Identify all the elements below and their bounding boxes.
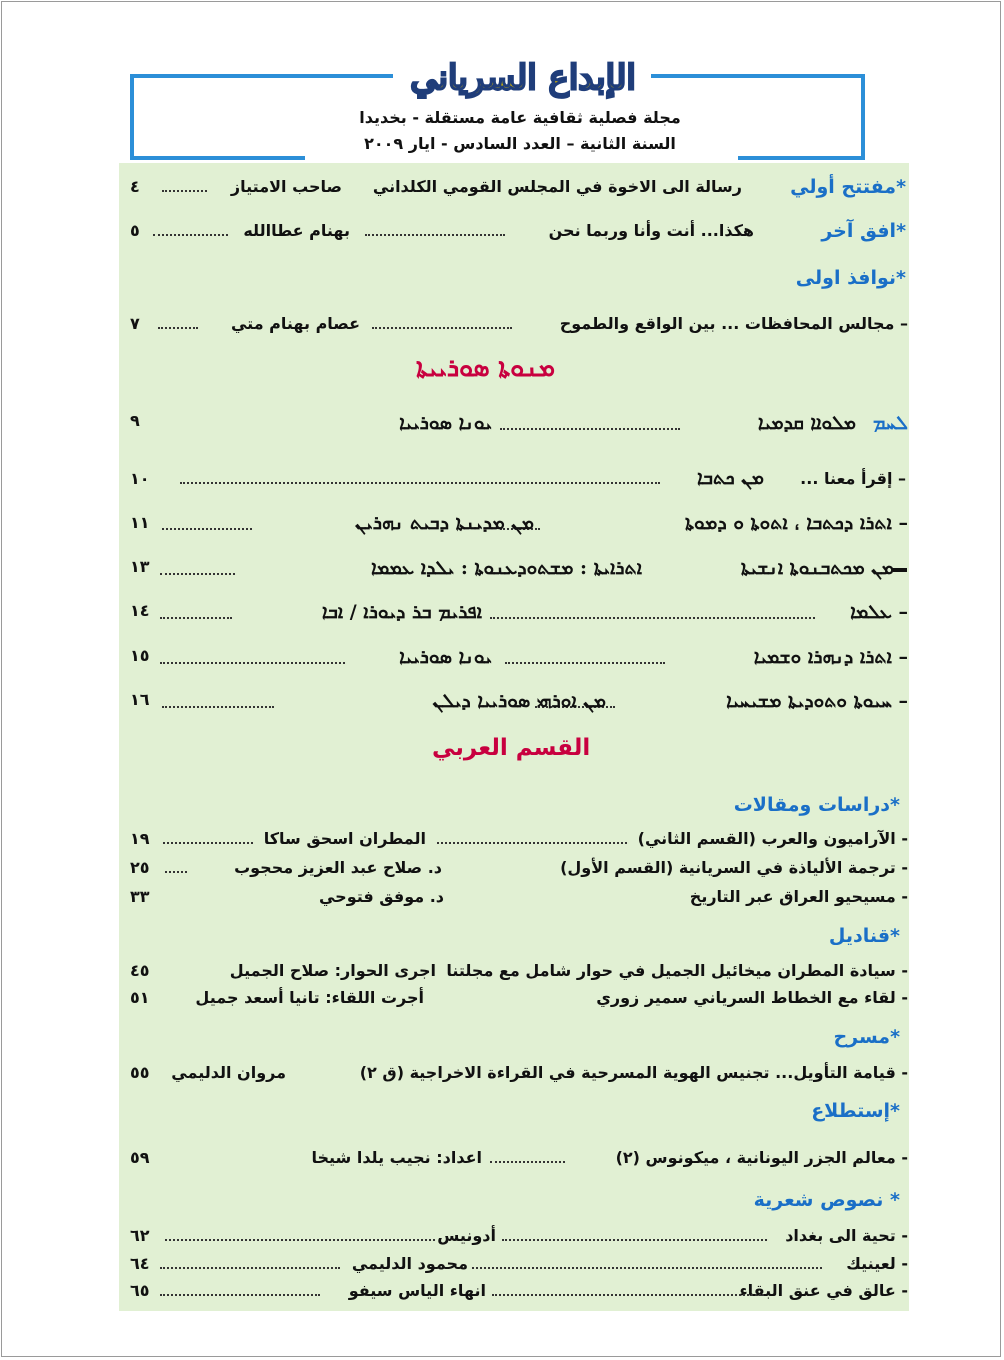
section-heading: *قناديل: [828, 925, 900, 947]
toc-page-number: ٦٢: [130, 1226, 150, 1245]
toc-title: - لعينيك: [846, 1254, 908, 1273]
toc-page-number: ١٣: [130, 557, 150, 576]
toc-author: بهنام عطاالله: [243, 221, 350, 240]
toc-title: - مسيحيو العراق عبر التاريخ: [689, 887, 908, 906]
toc-title: – ܚܝܘܬܐ ܘܬܘܕܝܬܐ ܡܫܝܚܝܐ: [726, 690, 908, 712]
toc-title: هكذا... أنت وأنا وربما نحن: [548, 221, 754, 240]
issue-line: السنة الثانية – العدد السادس - ايار ٢٠٠٩: [364, 134, 676, 153]
dot-leader: [160, 1267, 340, 1269]
magazine-logo: الإبداع السرياني: [410, 58, 636, 98]
toc-page-number: ٦٥: [130, 1281, 150, 1300]
toc-page-number: ٥١: [130, 988, 150, 1007]
toc-author: المطران اسحق ساكا: [263, 829, 426, 848]
dot-leader: [162, 528, 252, 530]
masthead-box-edge: [738, 156, 865, 160]
toc-author: د. صلاح عبد العزيز محجوب: [234, 858, 442, 877]
toc-title: - تحية الى بغداد: [785, 1226, 908, 1245]
toc-title: - الآراميون والعرب (القسم الثاني): [637, 829, 908, 848]
magazine-subtitle: مجلة فصلية ثقافية عامة مستقلة - بخديدا: [359, 108, 681, 127]
toc-page-number: ٦٤: [130, 1254, 150, 1273]
dot-leader: [500, 428, 680, 430]
section-heading: *دراسات ومقالات: [733, 794, 900, 816]
toc-page-number: ١١: [130, 513, 150, 532]
section-heading: *نوافذ اولى: [795, 267, 906, 289]
toc-title: ܡܢ ܡܟܬܒܢܘܬܐ ܐܢܫܝܬܐ: [740, 557, 894, 579]
dot-leader: [502, 1239, 767, 1241]
dot-leader: [160, 662, 345, 664]
toc-author: عصام بهنام متي: [230, 314, 360, 333]
syriac-section-heading: ܡܢܘܬܐ ܣܘܪܝܝܬܐ: [416, 353, 556, 382]
toc-title: – مجالس المحافظات ... بين الواقع والطموح: [559, 314, 908, 333]
dot-leader: [437, 842, 627, 844]
toc-title: – ܥܠܡܐ: [850, 601, 908, 623]
toc-page-number: ٢٥: [130, 858, 150, 877]
toc-author: مروان الدليمي: [171, 1063, 286, 1082]
toc-page-number: ٩: [130, 411, 140, 430]
section-heading: * نصوص شعرية: [753, 1189, 900, 1211]
dot-leader: [472, 1267, 822, 1269]
section-heading: *افق آخر: [821, 220, 906, 242]
toc-page-number: ٧: [130, 314, 140, 333]
toc-title: - ترجمة الألياذة في السريانية (القسم الأول): [560, 858, 908, 877]
toc-page-number: ٣٣: [130, 887, 150, 906]
dot-leader: [372, 327, 512, 329]
dot-leader: [490, 617, 815, 619]
toc-author: ܝܘܢܐ ܣܘܪܝܝܐ: [399, 646, 492, 668]
toc-title: ܡܠܘܐܐ ܩܕܡܝܐ: [757, 412, 856, 434]
toc-title: - معالم الجزر اليونانية ، ميكونوس (٢): [615, 1148, 908, 1167]
toc-page-number: ١٥: [130, 646, 150, 665]
toc-page-number: ١٩: [130, 829, 150, 848]
toc-page-number: ١٦: [130, 690, 150, 709]
toc-title: - عالق في عنق البقاء: [739, 1281, 908, 1300]
section-heading: *مفتتح أولي: [790, 176, 906, 198]
toc-title: - قيامة التأويل... تجنيس الهوية المسرحية في القراءة الاخراجية (ق ٢): [359, 1063, 908, 1082]
toc-title-syriac: ܐܬܪܐܝܬܐ : ܡܫܬܘܕܥܢܘܬܐ : ܝܠܕܐ ܥܡܡܐ: [371, 557, 642, 579]
dot-leader: [160, 1294, 320, 1296]
toc-page-number: ٥٥: [130, 1063, 150, 1082]
toc-author: أجرت اللقاء: تانيا أسعد جميل: [195, 988, 424, 1007]
toc-title: – ܐܬܪܐ ܕܢܗܪܐ ܘܫܡܝܐ: [753, 646, 908, 668]
dot-leader: [365, 234, 505, 236]
toc-author: د. موفق فتوحي: [318, 887, 444, 906]
toc-page-number: ٤: [130, 177, 140, 196]
arabic-section-heading: القسم العربي: [432, 735, 591, 761]
section-heading: ܠܚܡ: [873, 412, 908, 434]
toc-page-number: ١٠: [130, 469, 150, 488]
dot-leader: [180, 482, 660, 484]
toc-page-number: ٥: [130, 221, 140, 240]
dot-leader: [160, 573, 235, 575]
toc-author: محمود الدليمي: [351, 1254, 468, 1273]
toc-author: اجرى الحوار: صلاح الجميل: [229, 961, 436, 980]
toc-page-number: ١٤: [130, 601, 150, 620]
dot-leader: [490, 1161, 565, 1163]
dot-leader: [165, 1239, 435, 1241]
dot-leader: [160, 617, 232, 619]
dot-leader: [492, 1294, 764, 1296]
toc-author: ܡܢ ܐܘܪܗܝ ܣܘܪܝܝܐ ܕܝܠܢ: [432, 690, 606, 712]
toc-title: – ܐܬܪܐ ܕܟܬܒܐ ، ܐܬܘܬܐ ܘ ܕܡܘܬܐ: [684, 512, 908, 534]
toc-page-number: ٤٥: [130, 961, 150, 980]
toc-title: - سيادة المطران ميخائيل الجميل في حوار شامل مع مجلتنا: [446, 961, 908, 980]
dot-leader: [163, 842, 253, 844]
toc-author: ܡܢ ܡܕܝܢܬܐ ܕܒܝܬ ܢܗܪܝܢ: [355, 512, 534, 534]
section-heading: *إستطلاع: [811, 1100, 900, 1122]
toc-author: اعداد: نجيب يلدا شيخا: [311, 1148, 482, 1167]
masthead-box-edge: [130, 156, 305, 160]
section-heading: *مسرح: [833, 1026, 900, 1048]
toc-author: انهاء الياس سيفو: [348, 1281, 486, 1300]
toc-author: ܐܦܪܝܡ ܒܪ ܕܝܘܪܐ / ܐܒܐ: [321, 601, 482, 623]
dot-leader: [505, 662, 665, 664]
dash-mark: [893, 568, 907, 572]
toc-author: صاحب الامتياز: [230, 177, 342, 196]
toc-title-syriac: ܡܢ ܟܬܒܐ: [697, 467, 764, 489]
toc-title: – إقرأ معنا ...: [800, 469, 906, 488]
toc-author: ܝܘܢܐ ܣܘܪܝܝܐ: [399, 412, 492, 434]
toc-title: رسالة الى الاخوة في المجلس القومي الكلداني: [372, 177, 742, 196]
toc-page-number: ٥٩: [130, 1148, 150, 1167]
toc-author: أدونيس: [437, 1226, 496, 1245]
toc-title: - لقاء مع الخطاط السرياني سمير زوري: [596, 988, 908, 1007]
dot-leader: [162, 706, 274, 708]
